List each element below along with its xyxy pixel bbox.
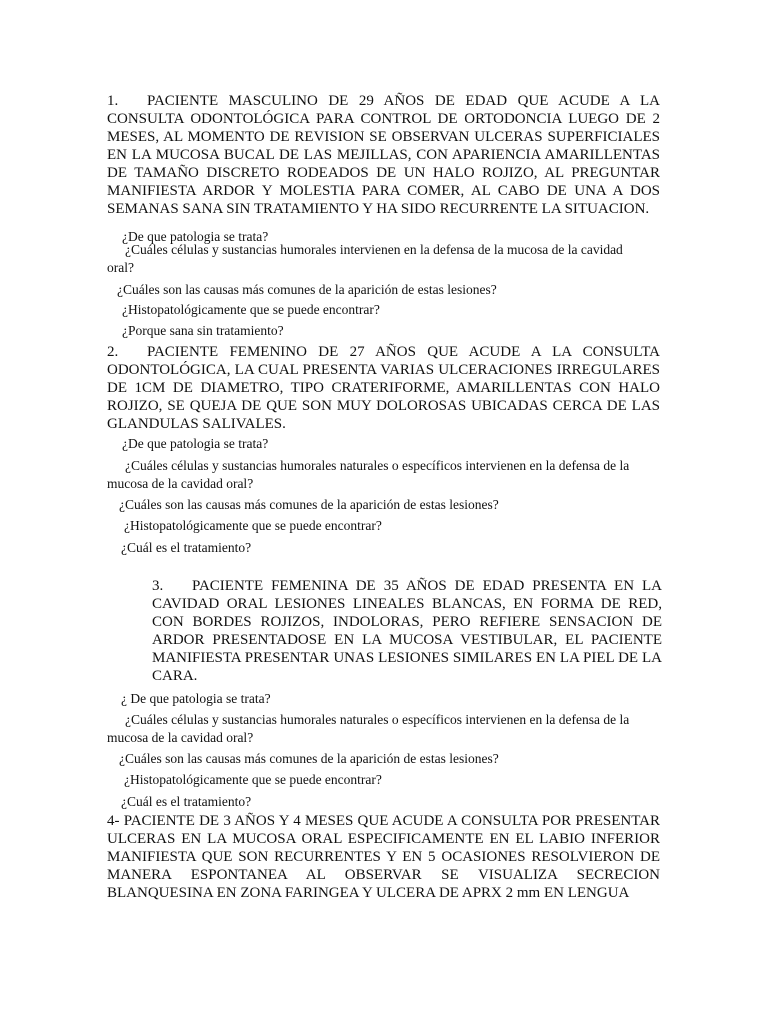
case-1-question-1: ¿De que patologia se trata?: [122, 229, 269, 244]
case-3-question-1: ¿ De que patologia se trata?: [121, 691, 271, 706]
case-4-body: PACIENTE DE 3 AÑOS Y 4 MESES QUE ACUDE A CONSULTA POR PRESENTAR ULCERAS EN LA MUCOSA ORAL ESPECIFICAMENTE EN EL LABIO INFERIOR MANIFIESTA QUE SON RECURRENTES Y EN 5 OCASIONES RESOLVIERON DE MANERA ESPONTANEA AL OBSERVAR SE VISUALIZA SECRECION BLANQUESINA EN ZONA FARINGEA Y ULCERA DE APRX 2 mm EN LENGUA: [107, 813, 660, 901]
case-1-text: [107, 92, 660, 218]
case-4-number: 4-: [107, 813, 120, 829]
case-1-number: 1.: [107, 93, 119, 109]
case-1-question-5: ¿Porque sana sin tratamiento?: [122, 323, 284, 338]
case-1-body: PACIENTE MASCULINO DE 29 AÑOS DE EDAD QUE ACUDE A LA CONSULTA ODONTOLÓGICA PARA CONTROL DE ORTODONCIA LUEGO DE 2 MESES, AL MOMENTO DE REVISION SE OBSERVAN ULCERAS SUPERFICIALES EN LA MUCOSA BUCAL DE LAS MEJILLAS, CON APARIENCIA AMARILLENTAS DE TAMAÑO DISCRETO RODEADOS DE UN HALO ROJIZO, AL PREGUNTAR MANIFIESTA ARDOR Y MOLESTIA PARA COMER, AL CABO DE UNA A DOS SEMANAS SANA SIN TRATAMIENTO Y HA SIDO RECURRENTE LA SITUACION.: [107, 93, 660, 217]
case-2-question-3: ¿Cuáles son las causas más comunes de la aparición de estas lesiones?: [119, 497, 499, 512]
case-1-question-3: ¿Cuáles son las causas más comunes de la aparición de estas lesiones?: [117, 282, 497, 297]
case-2-number: 2.: [107, 344, 119, 360]
case-3-text: [152, 577, 662, 685]
case-2-question-4: ¿Histopatológicamente que se puede encontrar?: [124, 518, 382, 533]
case-3-question-5: ¿Cuál es el tratamiento?: [121, 794, 252, 809]
case-2-question-5: ¿Cuál es el tratamiento?: [121, 540, 252, 555]
case-2-question-1: ¿De que patologia se trata?: [122, 436, 269, 451]
case-1-question-2: ¿Cuáles células y sustancias humorales intervienen en la defensa de la mucosa de la cavidad oral?: [107, 242, 623, 275]
case-3-body: PACIENTE FEMENINA DE 35 AÑOS DE EDAD PRESENTA EN LA CAVIDAD ORAL LESIONES LINEALES BLANCAS, EN FORMA DE RED, CON BORDES ROJIZOS, INDOLORAS, PERO REFIERE SENSACION DE ARDOR PRESENTADOSE EN LA MUCOSA VESTIBULAR, EL PACIENTE MANIFIESTA PRESENTAR UNAS LESIONES SIMILARES EN LA PIEL DE LA CARA.: [152, 578, 662, 684]
case-3-question-3: ¿Cuáles son las causas más comunes de la aparición de estas lesiones?: [119, 751, 499, 766]
case-2-body: PACIENTE FEMENINO DE 27 AÑOS QUE ACUDE A LA CONSULTA ODONTOLÓGICA, LA CUAL PRESENTA VARIAS ULCERACIONES IRREGULARES DE 1CM DE DIAMETRO, TIPO CRATERIFORME, AMARILLENTAS CON HALO ROJIZO, SE QUEJA DE QUE SON MUY DOLOROSAS UBICADAS CERCA DE LAS GLANDULAS SALIVALES.: [107, 344, 660, 432]
case-2-text: [107, 343, 660, 433]
case-3-number: 3.: [152, 578, 164, 594]
case-3-question-2: ¿Cuáles células y sustancias humorales naturales o específicos intervienen en la defensa de la mucosa de la cavidad oral?: [107, 712, 630, 745]
case-3-question-4: ¿Histopatológicamente que se puede encontrar?: [124, 772, 382, 787]
case-4-text: [107, 812, 660, 902]
case-2-question-2: ¿Cuáles células y sustancias humorales naturales o específicos intervienen en la defensa de la mucosa de la cavidad oral?: [107, 458, 630, 491]
case-1-question-4: ¿Histopatológicamente que se puede encontrar?: [122, 302, 380, 317]
